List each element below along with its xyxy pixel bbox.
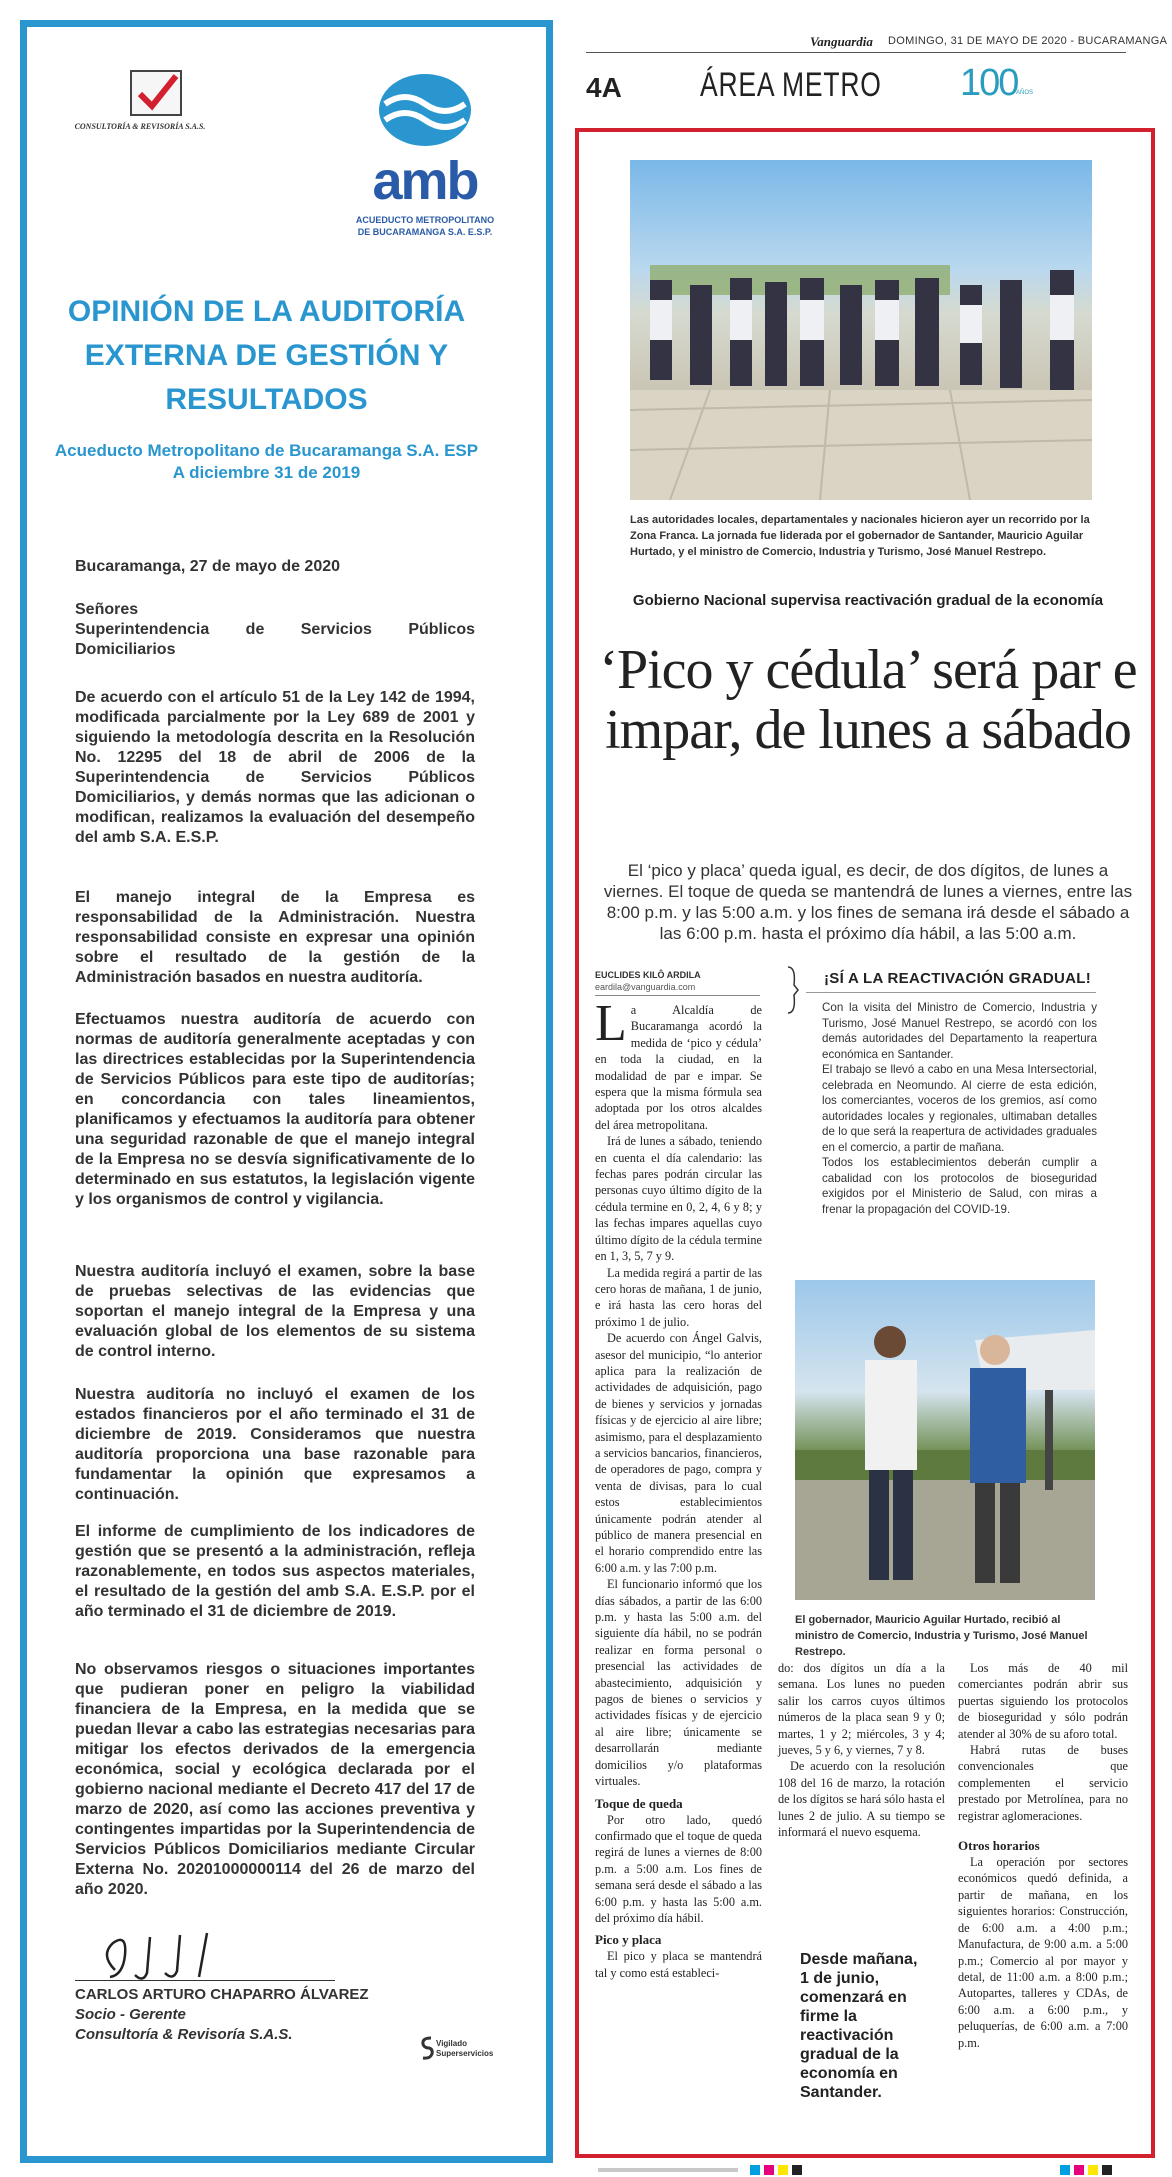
sidebar-title: ¡SÍ A LA REACTIVACIÓN GRADUAL! [824,970,1092,987]
amb-logo-subtitle: ACUEDUCTO METROPOLITANO [355,215,495,225]
article-paragraph: El funcionario informó que los días sábados, a partir de las 6:00 p.m. y hasta las 5:00 a.m. del siguiente día hábil, no se podrán realizar en forma personal o presencial las actividades de abastecimiento, adquisición y pagos de bienes o servicios y actividades físicas y de ejercicio al aire libre; únicamente se desarrollarán mediante domicilios y/o plataformas virtuales. [595,1577,762,1789]
article-kicker: Gobierno Nacional supervisa reactivación gradual de la economía [632,592,1104,609]
signature-line [75,1980,335,1981]
ad-subtitle [50,440,483,484]
article-paragraph: Irá de lunes a sábado, teniendo en cuenta el día calendario: las fechas pares podrán circular las personas cuyo último dígito de la cédula termine en 0, 2, 4, 6 y 8; y las fechas impares aquellas cuyo último dígito de la cédula termine en 1, 3, 5, 7 y 9. [595,1134,762,1264]
water-drop-icon [375,70,475,150]
subhead-toque-de-queda: Toque de queda [595,1795,683,1811]
ad-addressee: Superintendencia de Servicios Públicos Domiciliarios [75,621,475,658]
signer-name: CARLOS ARTURO CHAPARRO ÁLVAREZ [75,1986,369,2003]
registration-mark [778,2165,788,2175]
article-paragraph: Habrá rutas de buses convencionales que complementen el servicio prestado por Metrolínea, para no registrar aglomeraciones. [958,1743,1128,1823]
anniversary-number: 100 [960,62,1018,104]
registration-mark [750,2165,760,2175]
ad-paragraph: Efectuamos nuestra auditoría de acuerdo con normas de auditoría generalmente aceptadas y con las directrices establecidas por la Superintendencia de Servicios Públicos para este tipo de auditorías; en concordancia con tales lineamientos, planificamos y efectuamos la auditoría para obtener una seguridad razonable de que el manejo integral de la Empresa no se desvía significativamente de lo determinado en sus estatutos, la legislación vigente y los organismos de control y vigilancia. [75,1011,475,1208]
dropcap-letter: L [595,995,627,1052]
newspaper-brand: Vanguardia [810,34,873,49]
sidebar-text [822,1000,1097,1217]
article-deck: El ‘pico y placa’ queda igual, es decir, de dos dígitos, de lunes a viernes. El toque de queda se mantendrá de lunes a viernes, entre las 8:00 p.m. y las 5:00 a.m. y los fines de semana irá desde el sábado a las 6:00 p.m. hasta el próximo día hábil, a las 5:00 a.m. [603,861,1133,943]
sidebar-rule [806,992,1096,993]
byline-email: eardila@vanguardia.com [595,982,696,992]
photo1-caption: Las autoridades locales, departamentales y nacionales hicieron ayer un recorrido por la Zona Franca. La jornada fue liderada por el gobernador de Santander, Mauricio Aguilar Hurtado, y el ministro de Comercio, Industria y Turismo, José Manuel Restrepo. [630,514,1090,558]
ad-title: OPINIÓN DE LA AUDITORÍA EXTERNA DE GESTIÓN Y RESULTADOS [67,295,466,416]
ad-subtitle-date: A diciembre 31 de 2019 [172,463,361,482]
ad-date-line: Bucaramanga, 27 de mayo de 2020 [75,558,341,575]
article-paragraph: De acuerdo con Ángel Galvis, asesor del municipio, “lo anterior aplica para la realización de actividades de adquisición, pago de bienes y servicios y jornadas físicas y de ejercicio al aire libre; asimismo, para el desplazamiento a servicios bancarios, financieros, de operadores de pago, compra y venta de divisas, para lo cual estos establecimientos únicamente podrán atender al público de manera presencial en el horario comprendido entre las 6:00 a.m. y las 7:00 p.m. [595,1331,762,1575]
registration-mark [1088,2165,1098,2175]
print-bar [598,2168,738,2172]
sidebar-paragraph: Todos los establecimientos deberán cumplir a cabalidad con los protocolos de bioseguridad exigidos por el Ministerio de Salud, con miras a frenar la propagación del COVID-19. [822,1156,1097,1216]
article-column-1 [595,995,762,1981]
article-paragraph: La medida regirá a partir de las cero horas de mañana, 1 de junio, e irá hasta las cero horas del próximo 1 de julio. [595,1265,762,1329]
registration-mark [1074,2165,1084,2175]
zona-franca-group-photo [630,160,1092,500]
registration-mark [792,2165,802,2175]
signer-firm: Consultoría & Revisoría S.A.S. [75,2026,293,2043]
article-column-3 [958,1660,1128,2051]
anniversary-label: AÑOS [1016,90,1034,96]
article-paragraph: Los más de 40 mil comerciantes podrán abrir sus puertas siguiendo los protocolos de bioseguridad y sólo podrán atender al 30% de su aforo total. [958,1661,1128,1741]
airport-meeting-image [795,1280,1095,1600]
group-of-officials-image [630,160,1092,500]
amb-logo [330,45,520,235]
amb-logo-word: amb [372,151,478,211]
ad-paragraph: Nuestra auditoría no incluyó el examen de los estados financieros por el año terminado el 31 de diciembre de 2019. Consideramos que nuestra auditoría proporciona una base razonable para fundamentar la opinión que expresamos a continuación. [75,1386,475,1503]
article-paragraph: El pico y placa se mantendrá tal y como está estableci- [595,1949,762,1980]
ad-paragraph: De acuerdo con el artículo 51 de la Ley 142 de 1994, modificada parcialmente por la Ley 689 de 2001 y siguiendo la metodología descrita en la Resolución No. 12295 del 18 de abril de 2006 de la Superintendencia de Servicios Públicos Domiciliarios, y demás normas que las adicionan o modifican, realizamos la evaluación del desempeño del amb S.A. E.S.P. [75,689,475,846]
article-paragraph: La operación por sectores económicos quedó definida, a partir de mañana, en los siguientes horarios: Construcción, de 6:00 a.m. a 4:00 p.m.; Manufactura, de 9:00 a.m. a 5:00 p.m.; Comercio al por mayor y detal, de 11:00 a.m. a 8:00 p.m.; Autopartes, talleres y CDAs, de 6:00 a.m. a 6:00 p.m., y peluquerías, de 6:00 a.m. a 7:00 p.m. [958,1855,1128,2050]
superservicios-label: Superservicios [436,2049,494,2058]
byline-author: EUCLIDES KILÔ ARDILA [595,970,701,980]
article-paragraph: De acuerdo con la resolución 108 del 16 de marzo, la rotación de los dígitos se hará sólo hasta el lunes 2 de julio. A su tiempo se informará el nuevo esquema. [778,1759,945,1840]
sidebar-paragraph: El trabajo se llevó a cabo en una Mesa Intersectorial, celebrada en Neomundo. Al cierre de esta edición, los comerciantes, voceros de los gremios, así como autoridades locales y regionales, ultimaban detalles de lo que será la reapertura de actividades graduales en el comercio, a partir de mañana. [822,1063,1097,1154]
consultoria-logo-text: CONSULTORÍA & REVISORÍA S.A.S. [74,122,206,131]
consultoria-logo [60,60,220,150]
registration-mark [1060,2165,1070,2175]
registration-mark [764,2165,774,2175]
ad-paragraph: Nuestra auditoría incluyó el examen, sobre la base de pruebas selectivas de las evidencias que soportan el manejo integral de la Empresa y una evaluación global de los elementos de su sistema de control interno. [75,1263,475,1360]
sidebar-bracket-icon [786,965,800,1015]
photo2-caption: El gobernador, Mauricio Aguilar Hurtado, recibió al ministro de Comercio, Industria y Turismo, José Manuel Restrepo. [795,1614,1088,1658]
article-paragraph: Por otro lado, quedó confirmado que el toque de queda regirá de lunes a viernes de 8:00 p.m. a 5:00 a.m. Los fines de semana será desde el sábado a las 6:00 p.m. y hasta las 5:00 a.m. del próximo día hábil. [595,1812,762,1925]
signer-role: Socio - Gerente [75,2006,186,2023]
handwritten-signature [95,1925,275,1985]
pull-quote: Desde mañana, 1 de junio, comenzará en firme la reactivación gradual de la economía en Santander. [800,1951,918,2101]
vigilado-label: Vigilado [436,2039,467,2048]
sidebar-paragraph: Con la visita del Ministro de Comercio, Industria y Turismo, José Manuel Restrepo, se acordó con los demás autoridades del Departamento la reapertura económica en Santander. [822,1001,1097,1061]
article-column-2 [778,1660,945,1840]
header-rule [586,52,1126,53]
article-paragraph: a Alcaldía de Bucaramanga acordó la medida de ‘pico y cédula’ en toda la ciudad, en la modalidad de par e impar. Se espera que la misma fórmula sea adoptada por los otros alcaldes del área metropolitana. [595,1003,762,1132]
ad-paragraph: El manejo integral de la Empresa es responsabilidad de la Administración. Nuestra responsabilidad consiste en expresar una opinión sobre el resultado de la gestión de la Administración basados en nuestra auditoría. [75,889,475,986]
anniversary-logo [960,62,1040,102]
subhead-otros-horarios: Otros horarios [958,1838,1040,1854]
checkmark-icon [130,70,182,116]
amb-logo-subtitle: DE BUCARAMANGA S.A. E.S.P. [357,227,493,237]
section-title: ÁREA METRO [700,66,882,104]
registration-mark [1102,2165,1112,2175]
ad-paragraph: No observamos riesgos o situaciones importantes que pudieran poner en peligro la viabilidad financiera de la Empresa, en la medida que se puedan llevar a cabo las estrategias necesarias para mitigar los efectos derivados de la emergencia económica, social y ecológica declarada por el gobierno nacional mediante el Decreto 417 del 17 de marzo de 2020, así como las acciones preventiva y contingentes impartidas por la Superintendencia de Servicios Públicos Domiciliarios mediante Circular Externa No. 20201000000114 del 26 de marzo del año 2020. [75,1661,475,1898]
ad-paragraph: El informe de cumplimiento de los indicadores de gestión que se presentó a la administración, refleja razonablemente, en todos sus aspectos materiales, el resultado de la gestión del amb S.A. E.S.P. por el año terminado el 31 de diciembre de 2019. [75,1523,475,1620]
article-paragraph: do: dos dígitos un día a la semana. Los lunes no pueden salir los carros cuyos últimos números de la placa sean 9 y 0; martes, 1 y 2; miércoles, 3 y 4; jueves, 5 y 6, y viernes, 7 y 8. [778,1661,945,1758]
subhead-pico-y-placa: Pico y placa [595,1932,662,1948]
ad-subtitle-company: Acueducto Metropolitano de Bucaramanga S.A. ESP [54,441,479,460]
ad-salutation: Señores [75,601,139,618]
edition-date: DOMINGO, 31 DE MAYO DE 2020 - BUCARAMANGA [888,35,1168,47]
article-headline: ‘Pico y cédula’ será par e impar, de lunes a sábado [599,639,1137,761]
page-number: 4A [586,72,622,103]
governor-minister-photo [795,1280,1095,1600]
superservicios-icon [420,2035,434,2061]
